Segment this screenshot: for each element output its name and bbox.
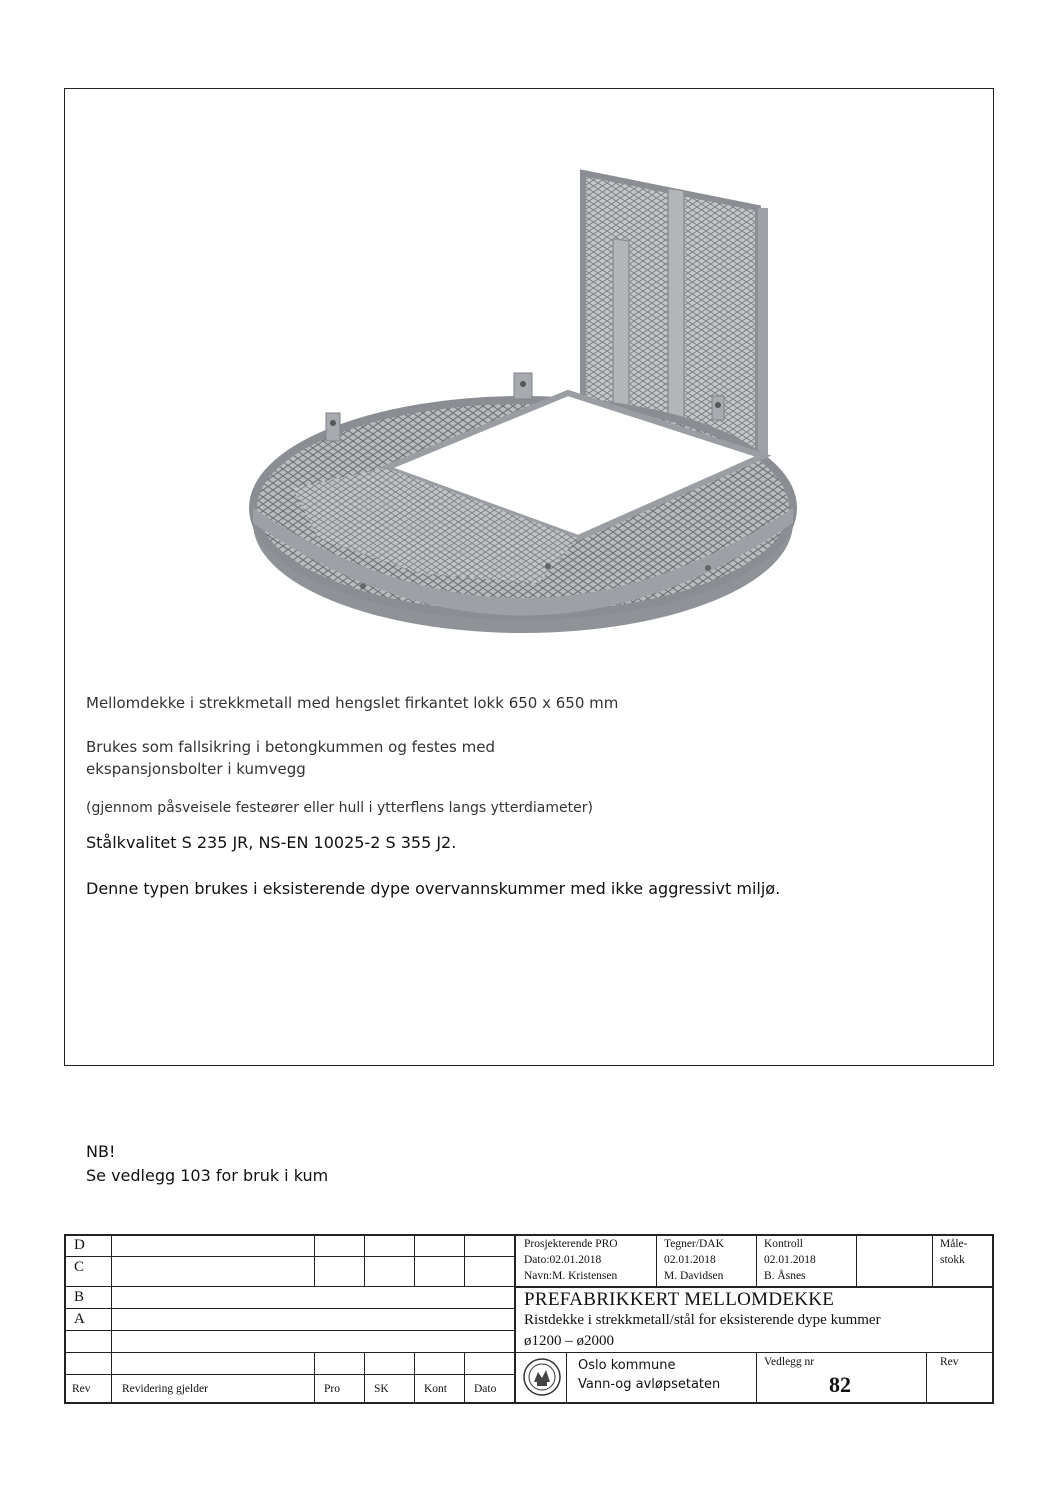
malestokk-line2: stokk [940,1254,965,1266]
header-rev: Rev [72,1383,91,1395]
tegner-date: 02.01.2018 [664,1254,716,1266]
title-block [64,1234,994,1404]
oslo-kommune-seal [522,1354,562,1400]
tegner-role: Tegner/DAK [664,1238,724,1250]
prosjekt-cell [524,1236,618,1284]
row-b: B [74,1289,85,1305]
usage-line-2: ekspansjonsbolter i kumvegg [86,760,306,778]
prosjekt-role: Prosjekterende PRO [524,1238,618,1250]
nb-note [86,1140,328,1188]
org-line-2: Vann-og avløpsetaten [578,1377,721,1392]
header-sk: SK [374,1383,389,1395]
tegner-name: M. Davidsen [664,1270,724,1282]
row-c: C [74,1259,85,1275]
drawing-title: PREFABRIKKERT MELLOMDEKKE [524,1289,835,1310]
drawing-subtitle [524,1310,881,1352]
ring-deck [253,373,793,633]
vedlegg-label: Vedlegg nr [764,1356,815,1368]
description-line: Mellomdekke i strekkmetall med hengslet firkantet lokk 650 x 650 mm [86,694,619,712]
nb-reference: Se vedlegg 103 for bruk i kum [86,1166,329,1185]
organization [578,1356,720,1394]
header-revidering: Revidering gjelder [122,1383,208,1395]
product-photo [238,168,838,683]
mounting-note: (gjennom påsveisele festeører eller hull i ytterflens langs ytterdiameter) [86,800,593,816]
prosjekt-name: Navn:M. Kristensen [524,1270,618,1282]
malestokk-cell [940,1236,967,1268]
vedlegg-number: 82 [829,1372,851,1397]
nb-label: NB! [86,1142,116,1161]
header-dato: Dato [474,1383,497,1395]
usage-line-1: Brukes som fallsikring i betongkummen og festes med [86,738,495,756]
header-pro: Pro [324,1383,340,1395]
prosjekt-date: Dato:02.01.2018 [524,1254,602,1266]
malestokk-line1: Måle- [940,1238,968,1250]
header-kont: Kont [424,1383,447,1395]
kontroll-cell [764,1236,816,1284]
steel-quality: Stålkvalitet S 235 JR, NS-EN 10025-2 S 355 J2. [86,833,457,852]
usage-description [86,736,606,780]
subtitle-line-1: Ristdekke i strekkmetall/stål for eksisterende dype kummer [524,1312,881,1328]
row-a: A [74,1311,85,1327]
kontroll-date: 02.01.2018 [764,1254,816,1266]
kontroll-role: Kontroll [764,1238,803,1250]
usage-note: Denne typen brukes i eksisterende dype overvannskummer med ikke aggressivt miljø. [86,879,781,898]
org-line-1: Oslo kommune [578,1358,676,1373]
kontroll-name: B. Åsnes [764,1270,806,1282]
rev-label: Rev [940,1356,959,1368]
subtitle-line-2: ø1200 – ø2000 [524,1333,614,1349]
tegner-cell [664,1236,724,1284]
row-d: D [74,1237,85,1253]
